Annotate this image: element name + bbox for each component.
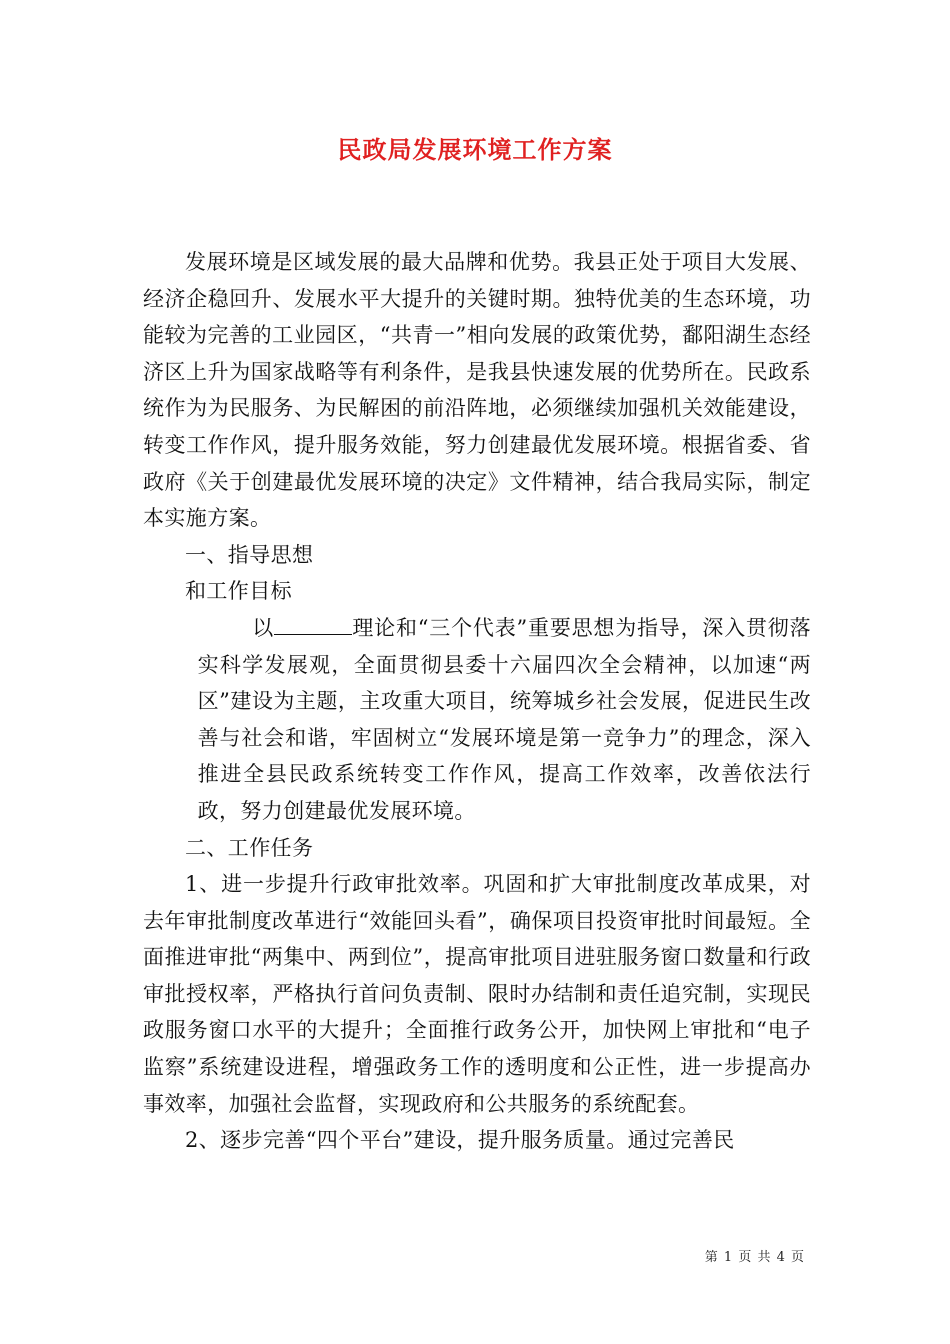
paragraph-guiding (143, 610, 811, 830)
heading-guiding-thought: 一、指导思想 (185, 542, 314, 567)
guiding-text: 理论和“三个代表”重要思想为指导，深入贯彻落实科学发展观，全面贯彻县委十六届四次全会精神，以加速“两区”建设为主题，主攻重大项目，统筹城乡社会发展，促进民生改善与社会和谐，牢固树立“发展环境是第一竞争力”的理念，深入推进全县民政系统转变工作作风，提高工作效率，改善依法行政，努力创建最优发展环境。 (197, 615, 811, 823)
paragraph-task-1: 1、进一步提升行政审批效率。巩固和扩大审批制度改革成果，对去年审批制度改革进行“效能回头看”，确保项目投资审批时间最短。全面推进审批“两集中、两到位”，提高审批项目进驻服务窗口数量和行政审批授权率，严格执行首问负责制、限时办结制和责任追究制，实现民政服务窗口水平的大提升；全面推行政务公开，加快网上审批和“电子监察”系统建设进程，增强政务工作的透明度和公正性，进一步提高办事效率，加强社会监督，实现政府和公共服务的系统配套。 (143, 872, 811, 1116)
heading-work-tasks: 二、工作任务 (185, 835, 314, 860)
page-number: 第 1 页 共 4 页 (704, 1250, 805, 1265)
document-title: 民政局发展环境工作方案 (337, 135, 613, 164)
paragraph-task-2: 2、逐步完善“四个平台”建设，提升服务质量。通过完善民 (185, 1128, 735, 1153)
paragraph-intro: 发展环境是区域发展的最大品牌和优势。我县正处于项目大发展、经济企稳回升、发展水平大提升的关键时期。独特优美的生态环境，功能较为完善的工业园区，“共青一”相向发展的政策优势，鄱阳湖生态经济区上升为国家战略等有利条件，是我县快速发展的优势所在。民政系统作为为民服务、为民解困的前沿阵地，必须继续加强机关效能建设，转变工作作风，提升服务效能，努力创建最优发展环境。根据省委、省政府《关于创建最优发展环境的决定》文件精神，结合我局实际，制定本实施方案。 (143, 250, 811, 531)
document-body (143, 244, 811, 1159)
guiding-prefix: 以 (252, 615, 274, 640)
heading-guiding-thought-continued: 和工作目标 (185, 579, 292, 604)
blank-underline (274, 618, 352, 635)
